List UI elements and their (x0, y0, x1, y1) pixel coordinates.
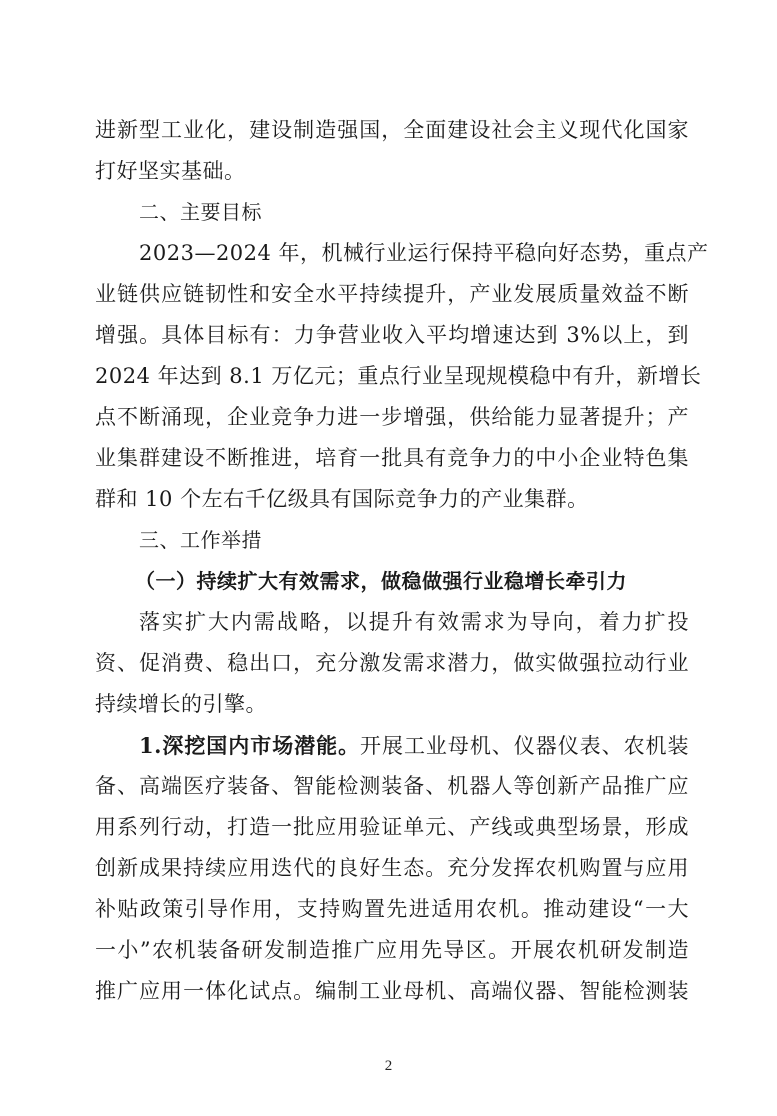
text-line: 2023—2024 年，机械行业运行保持平稳向好态势，重点产 (139, 241, 709, 265)
document-body (95, 110, 709, 1012)
text-line: 业链供应链韧性和安全水平持续提升，产业发展质量效益不断 (95, 282, 689, 306)
text-line: 群和 10 个左右千亿级具有国际竞争力的产业集群。 (95, 487, 589, 511)
text-line: 创新成果持续应用迭代的良好生态。充分发挥农机购置与应用 (95, 856, 689, 880)
page-number: 2 (384, 1058, 393, 1074)
lead-continuation: 开展工业母机、仪器仪表、农机装 (360, 734, 689, 758)
text-line: 备、高端医疗装备、智能检测装备、机器人等创新产品推广应 (95, 774, 689, 798)
text-line: 进新型工业化，建设制造强国，全面建设社会主义现代化国家 (95, 118, 689, 142)
text-line: 2024 年达到 8.1 万亿元；重点行业呈现规模稳中有升，新增长 (95, 364, 702, 388)
bold-lead: 1.深挖国内市场潜能。 (139, 733, 361, 758)
text-line: 资、促消费、稳出口，充分激发需求潜力，做实做强拉动行业 (95, 651, 689, 675)
text-line-with-lead (95, 725, 689, 766)
text-line: 持续增长的引擎。 (95, 692, 267, 716)
text-line: 点不断涌现，企业竞争力进一步增强，供给能力显著提升；产 (95, 405, 689, 429)
text-line: 打好坚实基础。 (95, 159, 246, 183)
text-line: 增强。具体目标有：力争营业收入平均增速达到 3%以上，到 (95, 323, 689, 347)
text-line: 补贴政策引导作用，支持购置先进适用农机。推动建设“一大 (95, 897, 689, 921)
text-line: 推广应用一体化试点。编制工业母机、高端仪器、智能检测装 (95, 979, 689, 1003)
section-heading-goals: 二、主要目标 (139, 200, 262, 224)
text-line: 用系列行动，打造一批应用验证单元、产线或典型场景，形成 (95, 815, 689, 839)
text-line: 业集群建设不断推进，培育一批具有竞争力的中小企业特色集 (95, 446, 689, 470)
text-line: 落实扩大内需战略，以提升有效需求为导向，着力扩投 (139, 610, 689, 634)
section-heading-measures: 三、工作举措 (139, 528, 262, 552)
text-line: 一小”农机装备研发制造推广应用先导区。开展农机研发制造 (95, 938, 689, 962)
subsection-heading: （一）持续扩大有效需求，做稳做强行业稳增长牵引力 (135, 569, 627, 593)
